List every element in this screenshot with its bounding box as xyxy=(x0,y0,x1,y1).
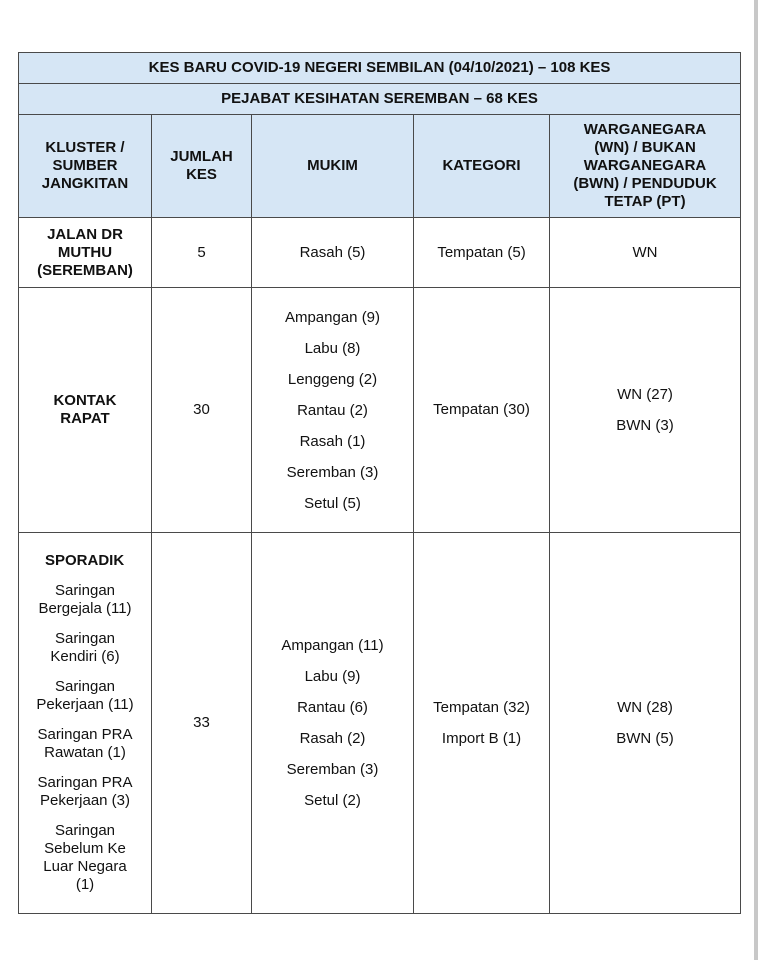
sporadik-sub-item: Saringan Sebelum Ke Luar Negara (1) xyxy=(43,822,127,893)
table-subtitle: PEJABAT KESIHATAN SEREMBAN – 68 KES xyxy=(19,84,741,115)
kategori-cell xyxy=(414,288,550,533)
kategori-item: Tempatan (32) xyxy=(433,699,530,716)
kategori-item: Tempatan (5) xyxy=(437,243,526,261)
mukim-item: Rantau (2) xyxy=(297,401,368,419)
mukim-cell xyxy=(252,218,414,288)
warganegara-cell xyxy=(550,218,741,288)
table-title: KES BARU COVID-19 NEGERI SEMBILAN (04/10/2021) – 108 KES xyxy=(19,53,741,84)
kategori-cell xyxy=(414,533,550,914)
mukim-item: Labu (8) xyxy=(304,339,361,357)
warganegara-item: BWN (5) xyxy=(616,730,674,747)
warganegara-item: WN (28) xyxy=(617,699,673,716)
header-jumlah: JUMLAH KES xyxy=(152,115,252,218)
mukim-item: Setul (5) xyxy=(304,494,361,512)
mukim-item: Labu (9) xyxy=(304,668,361,685)
kategori-item: Tempatan (30) xyxy=(433,401,530,418)
table-row xyxy=(19,533,741,914)
table-row xyxy=(19,218,741,288)
kluster-cell: JALAN DR MUTHU (SEREMBAN) xyxy=(19,218,152,288)
mukim-item: Seremban (3) xyxy=(286,761,379,778)
kluster-cell: KONTAK RAPAT xyxy=(19,288,152,533)
kluster-title: SPORADIK xyxy=(45,552,125,569)
mukim-item: Ampangan (9) xyxy=(284,308,381,326)
mukim-item: Ampangan (11) xyxy=(281,637,384,654)
sporadik-sub-item: Saringan Pekerjaan (11) xyxy=(36,678,134,713)
header-warganegara: WARGANEGARA (WN) / BUKAN WARGANEGARA (BWN) / PENDUDUK TETAP (PT) xyxy=(550,115,741,218)
sporadik-sub-item: Saringan PRA Pekerjaan (3) xyxy=(37,774,133,809)
covid-cases-table xyxy=(18,52,741,914)
warganegara-item: WN (27) xyxy=(617,386,673,403)
column-header-row xyxy=(19,115,741,218)
sporadik-sub-item: Saringan PRA Rawatan (1) xyxy=(37,726,133,761)
kategori-cell xyxy=(414,218,550,288)
mukim-item: Rasah (5) xyxy=(299,243,366,261)
header-kategori: KATEGORI xyxy=(414,115,550,218)
warganegara-item: BWN (3) xyxy=(616,417,674,434)
mukim-item: Rantau (6) xyxy=(297,699,368,716)
table-row xyxy=(19,288,741,533)
jumlah-cell: 30 xyxy=(152,288,252,533)
warganegara-item: WN xyxy=(632,243,658,261)
mukim-item: Rasah (2) xyxy=(299,730,366,747)
jumlah-cell: 5 xyxy=(152,218,252,288)
mukim-item: Lenggeng (2) xyxy=(287,370,378,388)
header-kluster: KLUSTER / SUMBER JANGKITAN xyxy=(19,115,152,218)
mukim-item: Seremban (3) xyxy=(286,463,379,481)
header-mukim: MUKIM xyxy=(252,115,414,218)
mukim-cell xyxy=(252,288,414,533)
sporadik-sub-item: Saringan Bergejala (11) xyxy=(38,582,132,617)
table-subtitle-row xyxy=(19,84,741,115)
table-title-row xyxy=(19,53,741,84)
kluster-cell xyxy=(19,533,152,914)
sporadik-sub-item: Saringan Kendiri (6) xyxy=(50,630,120,665)
mukim-item: Setul (2) xyxy=(304,792,361,809)
page-edge-shadow xyxy=(754,0,758,960)
mukim-cell xyxy=(252,533,414,914)
warganegara-cell xyxy=(550,533,741,914)
warganegara-cell xyxy=(550,288,741,533)
mukim-item: Rasah (1) xyxy=(299,432,366,450)
jumlah-cell: 33 xyxy=(152,533,252,914)
kategori-item: Import B (1) xyxy=(441,730,522,747)
